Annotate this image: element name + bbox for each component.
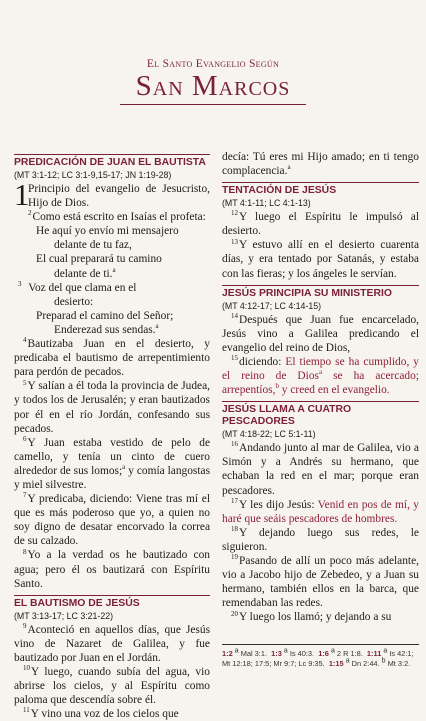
verse: $^{17}$Y les dijo Jesús: Venid en pos de mí, y haré que seáis pescadores de hombres. bbox=[222, 496, 419, 525]
words-of-jesus: El tiempo se ha cumplido, y el reino de Dios bbox=[222, 355, 419, 383]
section-title: EL BAUTISMO DE JESÚS bbox=[14, 595, 210, 610]
section-title: JESÚS LLAMA A CUATRO PESCADORES bbox=[222, 401, 419, 428]
section-crossref: (MT 4:12-17; LC 4:14-15) bbox=[222, 300, 322, 311]
verse: $^{19}$Pasando de allí un poco más adelante, vio a Jacobo hijo de Zebedeo, y a Juan su hermano, también ellos en la barca, que remendaban las redes. bbox=[222, 553, 419, 610]
chapter-start bbox=[14, 177, 210, 224]
section-title: JESÚS PRINCIPIA SU MINISTERIO bbox=[222, 285, 419, 300]
verse: $^{20}$Y luego los llamó; y dejando a su bbox=[231, 609, 392, 624]
chapter-number: 1 bbox=[14, 177, 30, 212]
verse: $^7$Y predicaba, diciendo: Viene tras mí el que es más poderoso que yo, a quien no soy digno de desatar encorvado la correa de su calzado. bbox=[14, 491, 210, 548]
verse: decía: Tú eres mi Hijo amado; en ti tengo complacencia.$^a$ bbox=[222, 151, 419, 178]
verse-number: 2 bbox=[28, 209, 32, 218]
right-column bbox=[222, 150, 419, 624]
book-title: San Marcos bbox=[135, 70, 291, 102]
poetry-quote: He aquí yo envío mi mensajero delante de tu faz, El cual preparará tu camino delante de ti.$^a$ $^3$ Voz del que clama en el desierto: Preparad el camino del Señor; Enderezad sus sendas.$^a$ bbox=[18, 225, 179, 336]
words-of-jesus: se ha acercado; arrepentíos, bbox=[222, 370, 419, 397]
verse: $^{15}$diciendo: El tiempo se ha cumplido, y el reino de Dios$^a$ se ha acercado; arrepentíos,$^b$ y creed en el evangelio. bbox=[222, 354, 419, 397]
footnotes: 1:2 a Mal 3:1. 1:3 a Is 40:3. 1:6 a 2 R 1:8. 1:11 a Is 42:1; Mt 12:18; 17:5; Mr 9:7; Lc 9:35. 1:15 a Dn 2:44. b Mt 3:2. bbox=[222, 644, 419, 669]
verse: $^9$Aconteció en aquellos días, que Jesús vino de Nazaret de Galilea, y fue bautizado por Juan en el Jordán. bbox=[14, 621, 210, 664]
verse: $^6$Y Juan estaba vestido de pelo de camello, y tenía un cinto de cuero alrededor de sus lomos;$^a$ y comía langostas y miel silvestre. bbox=[14, 434, 211, 491]
verse: $^{11}$Y vino una voz de los cielos que bbox=[23, 706, 179, 721]
verse: $^{12}$Y luego el Espíritu le impulsó al desierto. bbox=[222, 209, 419, 238]
section-crossref: (MT 4:18-22; LC 5:1-11) bbox=[222, 429, 316, 440]
verse: $^2$Como está escrito en Isaías el profeta: bbox=[28, 209, 206, 224]
footnote-mark: a bbox=[155, 322, 159, 331]
section-title: TENTACIÓN DE JESÚS bbox=[222, 182, 419, 197]
section-crossref: (MT 3:13-17; LC 3:21-22) bbox=[14, 610, 114, 621]
verse: $^5$Y salían a él toda la provincia de Judea, y todos los de Jerusalén; y eran bautizados por él en el río Jordán, confesando sus pecados. bbox=[14, 378, 210, 435]
book-kicker: El Santo Evangelio Según bbox=[146, 58, 280, 70]
section-crossref: (MT 4:1-11; LC 4:1-13) bbox=[222, 198, 311, 209]
verse: Principio del evangelio de Jesucristo, Hijo de Dios. bbox=[28, 183, 210, 210]
verse: $^4$Bautizaba Juan en el desierto, y predicaba el bautismo de arrepentimiento para perdón de pecados. bbox=[14, 336, 210, 379]
verse-number: 3 bbox=[18, 279, 22, 288]
verse: $^{10}$Y luego, cuando subía del agua, vio abrirse los cielos, y al Espíritu como paloma que descendía sobre él. bbox=[14, 664, 210, 707]
title-rule bbox=[120, 104, 306, 105]
section-title: PREDICACIÓN DE JUAN EL BAUTISTA bbox=[14, 154, 210, 169]
chapter-header bbox=[0, 58, 426, 102]
verse: $^8$Yo a la verdad os he bautizado con agua; pero él os bautizará con Espíritu Santo. bbox=[14, 547, 210, 590]
words-of-jesus: y creed en el evangelio. bbox=[278, 384, 390, 397]
footnote-mark: a bbox=[112, 265, 116, 274]
verse: $^{13}$Y estuvo allí en el desierto cuarenta días, y era tentado por Satanás, y estaba con las fieras; y los ángeles le servían. bbox=[222, 237, 419, 280]
left-column bbox=[14, 150, 210, 721]
section-crossref: (MT 3:1-12; LC 3:1-9,15-17; JN 1:19-28) bbox=[14, 170, 172, 180]
verse: $^{16}$Andando junto al mar de Galilea, vio a Simón y a Andrés su hermano, que echaban la red en el mar; porque eran pescadores. bbox=[222, 440, 419, 497]
words-of-jesus: Venid en pos de mí, y haré que seáis pescadores de hombres. bbox=[222, 498, 419, 525]
verse: $^{18}$Y dejando luego sus redes, le siguieron. bbox=[222, 524, 419, 553]
verse: $^{14}$Después que Juan fue encarcelado, Jesús vino a Galilea predicando el evangelio del reino de Dios, bbox=[222, 311, 419, 354]
